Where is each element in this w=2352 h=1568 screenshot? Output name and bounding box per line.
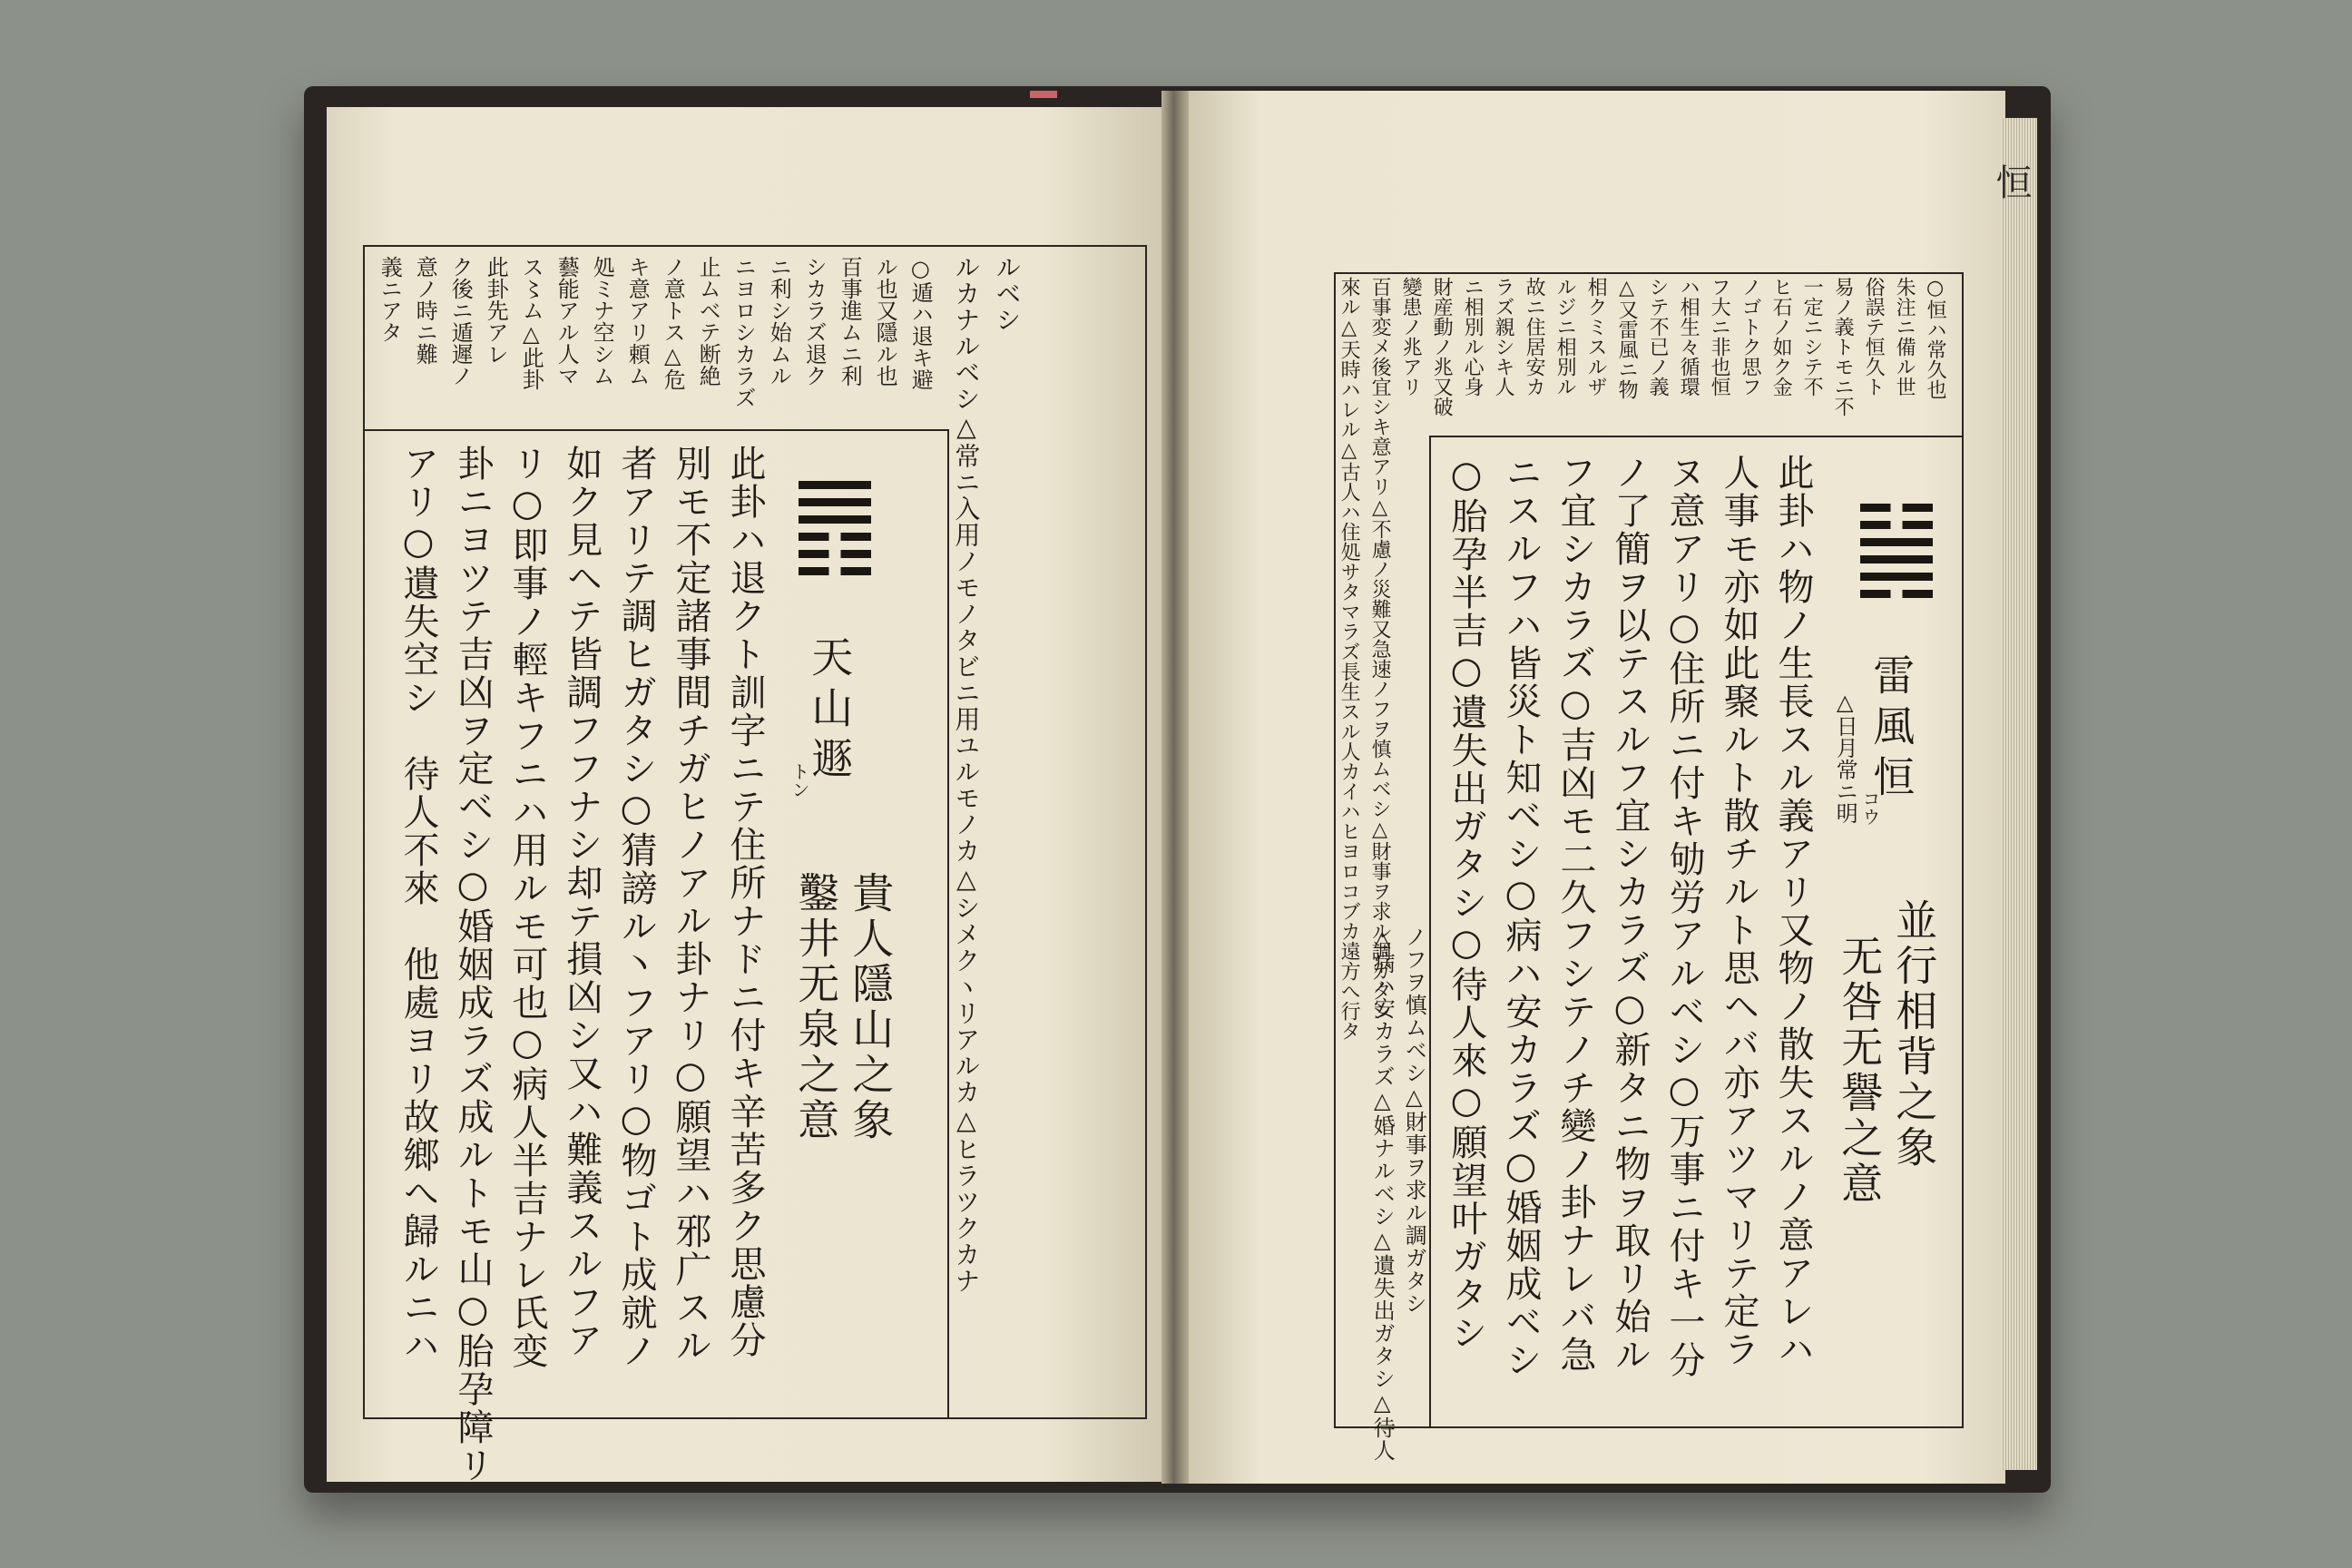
right-margin-note: ラズ親シキ人 xyxy=(1492,277,1515,397)
right-margin-note: 百事変メ後宜シキ意アリ△不慮ノ災難又急速ノフヲ慎ムベシ△財事ヲ求ル調ガタシ xyxy=(1368,277,1392,1021)
right-body-column: ノ了簡ヲ以テスルフ宜シカラズ○新タニ物ヲ取リ始ル xyxy=(1609,454,1651,1374)
left-margin-note: 処ミナ空シム xyxy=(589,256,615,387)
left-margin-note: ニ利シ始ムル xyxy=(766,256,792,387)
left-body-column: 如ク見ヘテ皆調フフナシ却テ損凶シ又ハ難義スルフア xyxy=(561,445,603,1359)
right-title-sub: △日月常ニ明 xyxy=(1832,690,1858,824)
book-gutter xyxy=(1161,91,1189,1484)
right-margin-note: 俗誤テ恒久ト xyxy=(1862,277,1886,397)
left-title-ruby: トン xyxy=(789,762,810,799)
right-margin-note: 易ノ義トモニ不 xyxy=(1831,277,1855,416)
left-margin-note: ニヨロシカラズ xyxy=(730,256,757,408)
left-margin-note: 藝能アル人マ xyxy=(554,256,580,387)
page-edges xyxy=(2001,118,2037,1470)
right-margin-note: フ大ニ非也恒 xyxy=(1708,277,1731,397)
right-margin-note: ハ相生々循環 xyxy=(1677,277,1700,397)
right-body-column: ヌ意アリ○住所ニ付キ劬労アルベシ○万事ニ付キ一分 xyxy=(1663,454,1705,1379)
left-margin-note: シカラズ退ク xyxy=(801,256,828,387)
right-title-ruby: コウ xyxy=(1859,789,1881,826)
right-margin-note: 財産動ノ兆又破 xyxy=(1430,277,1454,416)
trigram-lei-feng xyxy=(1860,504,1933,607)
right-annot-line-2: △病ハ安カラズ△婚ナルベシ△遺失出ガタシ△待人 xyxy=(1369,926,1396,1462)
right-margin-note: 一定ニシテ不 xyxy=(1800,277,1824,397)
right-spine-label: 恒 xyxy=(1990,163,2032,200)
right-margin-note: 變患ノ兆アリ xyxy=(1399,277,1423,397)
right-margin-note: 相クミスルザ xyxy=(1584,277,1608,397)
right-margin-note: △又雷風ニ物 xyxy=(1615,277,1639,399)
left-margin-note: 此卦先アレ xyxy=(483,256,509,365)
right-body-column: 此卦ハ物ノ生長スル義アリ又物ノ散失スルノ意アレハ xyxy=(1772,454,1814,1368)
left-header-line-tail: ルベシ xyxy=(992,254,1023,333)
left-body-column: 別モ不定諸事間チガヒノアル卦ナリ○願望ハ邪广スル xyxy=(670,445,711,1365)
left-margin-note: ○遁ハ退キ避 xyxy=(907,256,934,390)
left-body-column: 卦ニヨツテ吉凶ヲ定ベシ○婚姻成ラズ成ルトモ山○胎孕障リ xyxy=(452,445,494,1485)
left-margin-note: 意ノ時ニ難 xyxy=(412,256,438,365)
left-body-column: 此卦ハ退クト訓字ニテ住所ナドニ付キ辛苦多ク思慮分 xyxy=(724,445,766,1359)
left-body-column: リ○即事ノ輕キフニハ用ルモ可也○病人半吉ナレ氏变 xyxy=(506,445,548,1370)
left-phrase-1: 貴人隱山之象 xyxy=(846,871,896,1143)
right-hexagram-title: 雷風恒 xyxy=(1867,653,1916,806)
right-margin-note: 朱注ニ備ル世 xyxy=(1893,277,1916,397)
right-margin-note: 故ニ住居安カ xyxy=(1523,277,1546,397)
left-header-line: ルカナルベシ△常ニ入用ノモノタビニ用ユルモノカ△シメクヽリアルカ△ヒラツクカナ xyxy=(951,254,982,1294)
right-phrase-2: 无咎无譽之意 xyxy=(1835,935,1885,1207)
right-margin-note: シテ不已ノ義 xyxy=(1646,277,1670,397)
left-body-column: アリ○遺失空シ 待人不來 他處ヨリ故鄉へ歸ルニハ xyxy=(397,445,439,1365)
left-margin-note: ル也又隱ル也 xyxy=(872,256,898,387)
right-body-column: フ宜シカラズ○吉凶モ二久フシテノチ變ノ卦ナレバ急 xyxy=(1554,454,1596,1374)
left-margin-note: 百事進ムニ利 xyxy=(837,256,863,387)
right-annot-line-1: ノフヲ慎ムベシ△財事ヲ求ル調ガタシ xyxy=(1401,926,1427,1315)
left-body-column: 者アリテ調ヒガタシ○猜謗ル丶フアリ○物ゴト成就ノ xyxy=(615,445,657,1370)
left-margin-note: キ意アリ頼ム xyxy=(624,256,651,387)
right-body-column: ニスルフハ皆災ト知ベシ○病ハ安カラズ○婚姻成ベシ xyxy=(1500,454,1542,1379)
trigram-tian-shan xyxy=(799,481,871,584)
left-margin-note: ノ意トス△危 xyxy=(660,256,686,390)
left-phrase-2: 鑿井无泉之意 xyxy=(791,871,841,1143)
left-margin-note: ク後ニ遁遲ノ xyxy=(447,256,474,387)
right-margin-note: ○恒ハ常久也 xyxy=(1924,277,1947,399)
right-margin-note: 來ル△天時ハレル△古人ハ住処サタマラズ長生スル人カイハヒヨロコブカ遠方へ行タ xyxy=(1338,277,1361,1041)
right-body-column: ○胎孕半吉○遺失出ガタシ○待人來○願望叶ガタシ xyxy=(1446,454,1487,1352)
right-margin-note: ニ相別ル心身 xyxy=(1461,277,1485,397)
left-hexagram-title: 天山遯 xyxy=(805,635,855,788)
left-margin-note: 止ムベテ断絶 xyxy=(695,256,721,387)
left-margin-note: 義ニアタ xyxy=(377,256,403,343)
left-margin-note: ス〻ム△此卦 xyxy=(518,256,544,390)
right-margin-note: ルジニ相別ル xyxy=(1553,277,1577,397)
right-body-column: 人事モ亦如此聚ルト散チルト思ヘバ亦アツマリテ定ラ xyxy=(1718,454,1759,1368)
red-edge-mark xyxy=(1030,91,1057,98)
right-margin-note: ノゴトク思フ xyxy=(1739,277,1762,397)
right-phrase-1: 並行相背之象 xyxy=(1889,898,1939,1171)
right-margin-note: ヒ石ノ如ク金 xyxy=(1769,277,1793,397)
